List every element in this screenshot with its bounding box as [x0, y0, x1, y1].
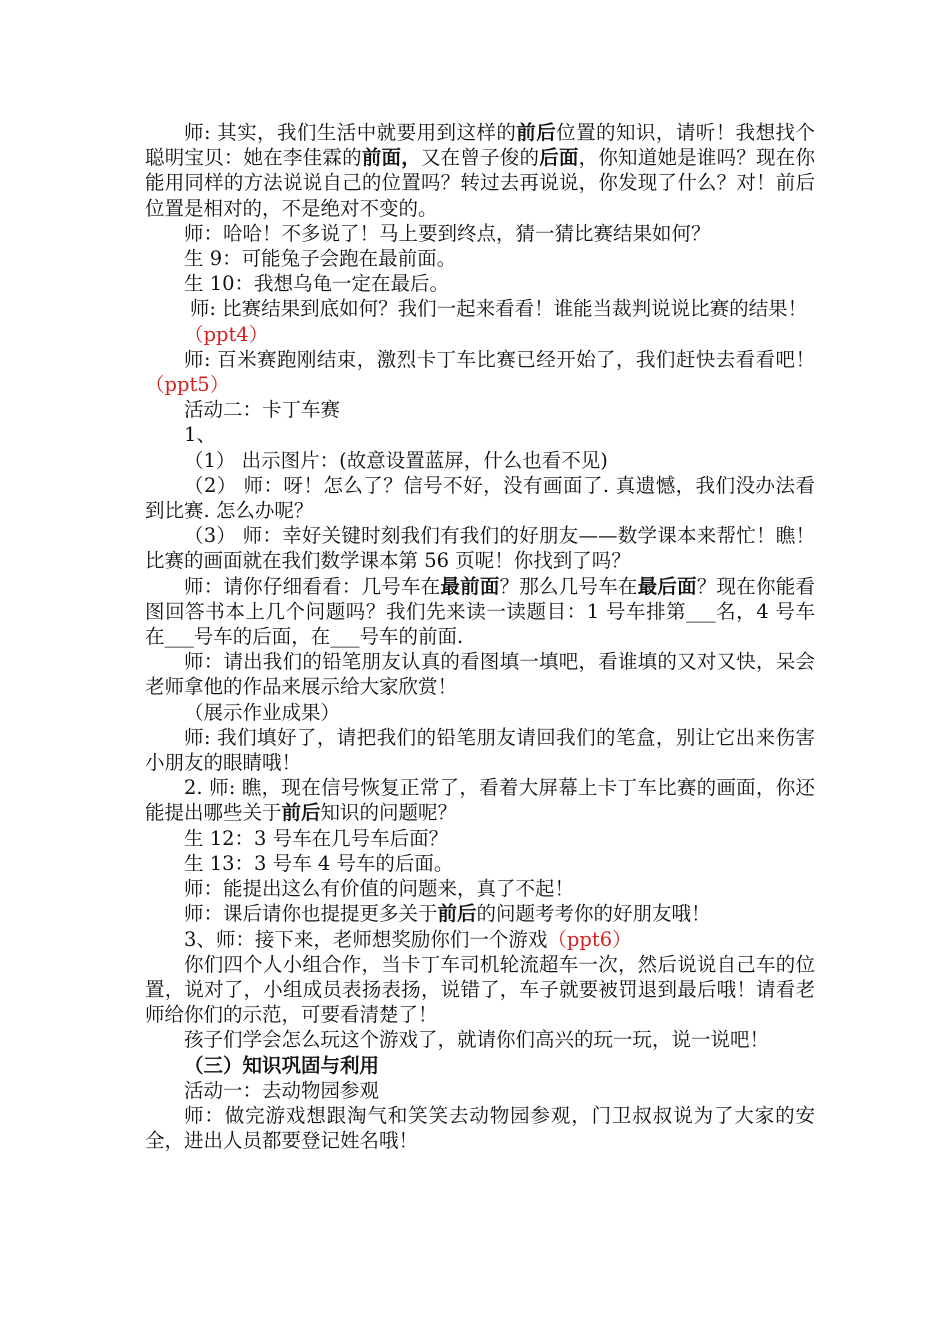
text-run: 师: 比赛结果到底如何？我们一起来看看！谁能当裁判说说比赛的结果！	[189, 297, 808, 321]
text-run: 知识的问题呢？	[320, 801, 458, 825]
paragraph	[145, 422, 815, 447]
paragraph	[145, 120, 815, 221]
bold-keyword: （三）知识巩固与利用	[184, 1053, 380, 1077]
paragraph	[145, 725, 815, 775]
bold-keyword: 最后面	[637, 574, 697, 598]
text-run: 生 12：3 号车在几号车后面？	[184, 826, 449, 850]
text-run: （展示作业成果）	[184, 700, 341, 724]
text-run: ？那么几号车在	[499, 574, 638, 598]
section-heading	[145, 1053, 815, 1078]
paragraph	[145, 397, 815, 422]
paragraph	[145, 322, 815, 347]
bold-keyword: 最前面	[440, 574, 500, 598]
text-run: 1、	[184, 423, 216, 447]
paragraph	[145, 246, 815, 271]
text-run: 你们四个人小组合作，当卡丁车司机轮流超车一次，然后说说自己车的位置，说对了，小组成员表扬表扬，说错了，车子就要被罚退到最后哦！请看老师给你们的示范，可要看清楚了！	[145, 952, 815, 1027]
text-run: 师: 我们填好了，请把我们的铅笔朋友请回我们的笔盒，别让它出来伤害小朋友的眼睛哦！	[145, 725, 815, 775]
paragraph	[145, 851, 815, 876]
paragraph	[145, 296, 815, 321]
text-run: （1） 出示图片：(故意设置蓝屏，什么也看不见)	[184, 448, 608, 472]
paragraph	[145, 473, 815, 523]
text-run: 生 9：可能兔子会跑在最前面。	[184, 247, 457, 271]
paragraph	[145, 1103, 815, 1153]
text-run: 师: 百米赛跑刚结束，激烈卡丁车比赛已经开始了，我们赶快去看看吧！	[184, 347, 815, 371]
paragraph	[145, 952, 815, 1028]
text-run: 生 10：我想乌龟一定在最后。	[184, 272, 450, 296]
paragraph	[145, 221, 815, 246]
text-run: 师：请你仔细看看：几号车在	[184, 574, 441, 598]
text-run: 师：哈哈！不多说了！马上要到终点，猜一猜比赛结果如何？	[184, 221, 711, 245]
ppt-marker: （ppt6）	[547, 927, 632, 951]
paragraph	[145, 271, 815, 296]
text-run: 2. 师: 瞧，现在信号恢复正常了，看着大屏幕上卡丁车比赛的画面，你还能提出哪些关于	[145, 776, 815, 825]
text-run: 师：请出我们的铅笔朋友认真的看图填一填吧，看谁填的又对又快，呆会老师拿他的作品来展示给大家欣赏！	[145, 650, 815, 699]
paragraph	[145, 1027, 815, 1052]
text-run: 的问题考考你的好朋友哦！	[476, 902, 711, 926]
paragraph	[145, 347, 815, 397]
text-run: 活动二：卡丁车赛	[184, 398, 341, 422]
bold-keyword: 前面，	[361, 146, 421, 170]
text-run: 活动一：去动物园参观	[184, 1078, 380, 1102]
text-run: 3、师：接下来，老师想奖励你们一个游戏	[184, 927, 548, 951]
bold-keyword: 后面	[539, 146, 579, 170]
ppt-marker: （ppt5）	[145, 373, 230, 397]
text-run: 又在曾子俊的	[420, 146, 540, 170]
text-run: 位置的知识，请听！我想找个聪明宝贝：她在李佳霖的	[145, 121, 815, 170]
text-run: （3） 师：幸好关键时刻我们有我们的好朋友——数学课本来帮忙！瞧！比赛的画面就在我们数学课本第 56 页呢！你找到了吗？	[145, 524, 815, 573]
paragraph	[145, 523, 815, 573]
paragraph	[145, 649, 815, 699]
paragraph	[145, 775, 815, 825]
paragraph	[145, 826, 815, 851]
paragraph	[145, 448, 815, 473]
text-run: ？现在你能看图回答书本上几个问题吗？我们先来读一读题目：1 号车排第___名，4 号车在___号车的后面，在___号车的前面.	[145, 574, 815, 649]
ppt-marker: （ppt4）	[184, 322, 269, 346]
text-run: 师: 其实，我们生活中就要用到这样的	[184, 121, 517, 144]
text-run: 师：做完游戏想跟淘气和笑笑去动物园参观，门卫叔叔说为了大家的安全，进出人员都要登记姓名哦！	[145, 1103, 815, 1153]
bold-keyword: 前后	[281, 801, 321, 825]
text-run: 师：课后请你也提提更多关于	[184, 902, 438, 926]
text-run: 孩子们学会怎么玩这个游戏了，就请你们高兴的玩一玩，说一说吧！	[184, 1028, 770, 1052]
bold-keyword: 前后	[437, 902, 477, 926]
paragraph	[145, 574, 815, 650]
bold-keyword: 前后	[516, 121, 557, 144]
document-page	[145, 120, 815, 1153]
paragraph	[145, 876, 815, 901]
paragraph	[145, 1078, 815, 1103]
text-run: ，你知道她是谁吗？现在你能用同样的方法说说自己的位置吗？转过去再说说，你发现了什么？对！前后位置是相对的，不是绝对不变的。	[145, 146, 815, 220]
text-run: 生 13：3 号车 4 号车的后面。	[184, 851, 454, 875]
paragraph	[145, 901, 815, 926]
text-run: （2） 师：呀！怎么了？信号不好，没有画面了. 真遗憾，我们没办法看到比赛. 怎么办呢？	[145, 473, 815, 523]
paragraph	[145, 700, 815, 725]
paragraph	[145, 927, 815, 952]
text-run: 师：能提出这么有价值的问题来，真了不起！	[184, 877, 575, 901]
